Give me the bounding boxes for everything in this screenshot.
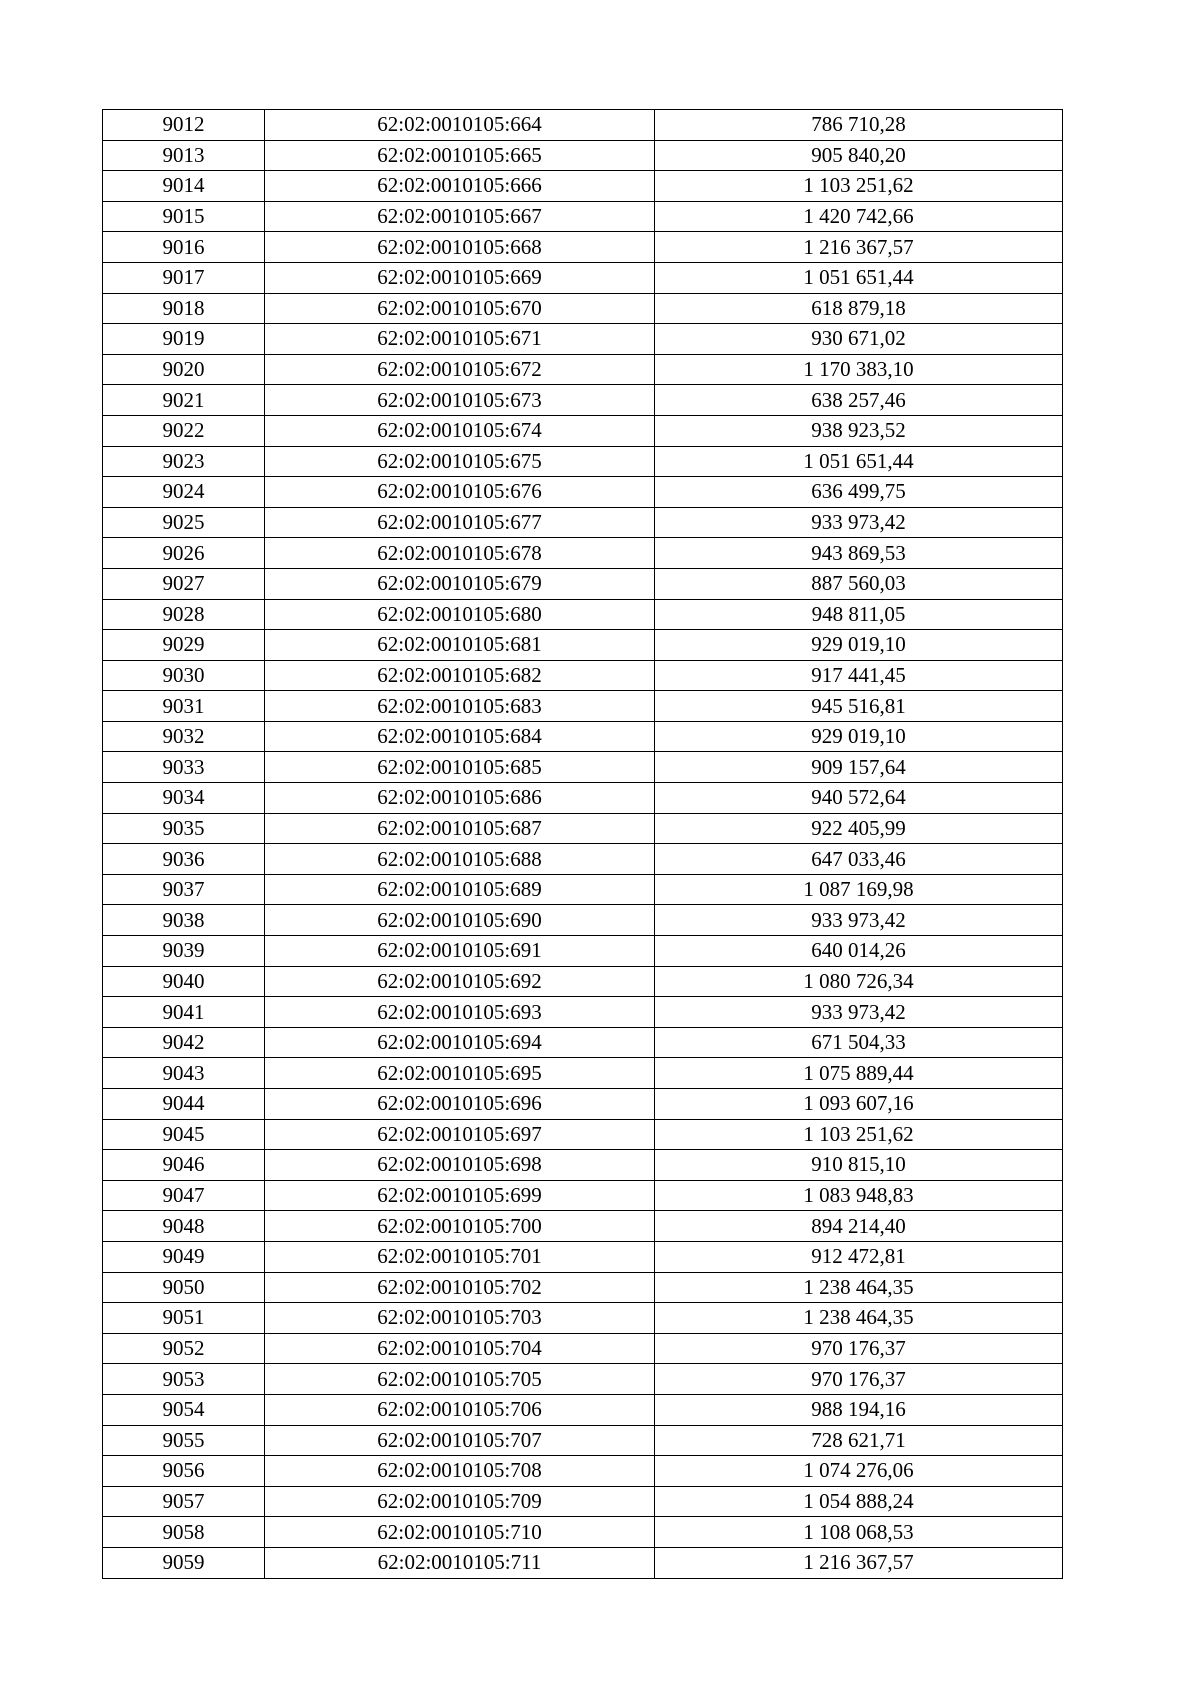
table-row: [103, 905, 1063, 936]
cadastral-number-cell: 62:02:0010105:664: [265, 110, 655, 141]
cadastral-number-cell: 62:02:0010105:681: [265, 630, 655, 661]
row-number-cell: 9047: [103, 1180, 265, 1211]
cadastral-value-cell: 1 054 888,24: [655, 1486, 1063, 1517]
cadastral-value-cell: 1 216 367,57: [655, 232, 1063, 263]
row-number-cell: 9031: [103, 691, 265, 722]
table-row: [103, 1027, 1063, 1058]
cadastral-number-cell: 62:02:0010105:703: [265, 1303, 655, 1334]
row-number-cell: 9018: [103, 293, 265, 324]
cadastral-value-cell: 1 080 726,34: [655, 966, 1063, 997]
row-number-cell: 9058: [103, 1517, 265, 1548]
cadastral-value-cell: 940 572,64: [655, 783, 1063, 814]
cadastral-number-cell: 62:02:0010105:709: [265, 1486, 655, 1517]
table-row: [103, 936, 1063, 967]
cadastral-number-cell: 62:02:0010105:690: [265, 905, 655, 936]
cadastral-value-cell: 905 840,20: [655, 140, 1063, 171]
table-row: [103, 1089, 1063, 1120]
row-number-cell: 9039: [103, 936, 265, 967]
row-number-cell: 9020: [103, 354, 265, 385]
table-row: [103, 446, 1063, 477]
row-number-cell: 9043: [103, 1058, 265, 1089]
cadastral-number-cell: 62:02:0010105:711: [265, 1547, 655, 1578]
row-number-cell: 9045: [103, 1119, 265, 1150]
cadastral-value-cell: 988 194,16: [655, 1394, 1063, 1425]
row-number-cell: 9026: [103, 538, 265, 569]
cadastral-number-cell: 62:02:0010105:698: [265, 1150, 655, 1181]
table-row: [103, 874, 1063, 905]
cadastral-number-cell: 62:02:0010105:677: [265, 507, 655, 538]
row-number-cell: 9022: [103, 415, 265, 446]
cadastral-value-cell: 948 811,05: [655, 599, 1063, 630]
cadastral-value-cell: 618 879,18: [655, 293, 1063, 324]
table-row: [103, 385, 1063, 416]
row-number-cell: 9046: [103, 1150, 265, 1181]
cadastral-value-cell: 910 815,10: [655, 1150, 1063, 1181]
cadastral-value-cell: 970 176,37: [655, 1333, 1063, 1364]
table-row: [103, 354, 1063, 385]
row-number-cell: 9035: [103, 813, 265, 844]
row-number-cell: 9050: [103, 1272, 265, 1303]
row-number-cell: 9055: [103, 1425, 265, 1456]
table-row: [103, 1241, 1063, 1272]
cadastral-number-cell: 62:02:0010105:696: [265, 1089, 655, 1120]
cadastral-value-cell: 1 103 251,62: [655, 1119, 1063, 1150]
cadastral-number-cell: 62:02:0010105:665: [265, 140, 655, 171]
row-number-cell: 9040: [103, 966, 265, 997]
cadastral-number-cell: 62:02:0010105:686: [265, 783, 655, 814]
row-number-cell: 9036: [103, 844, 265, 875]
cadastral-value-cell: 1 087 169,98: [655, 874, 1063, 905]
table-row: [103, 660, 1063, 691]
table-row: [103, 1333, 1063, 1364]
cadastral-value-cell: 640 014,26: [655, 936, 1063, 967]
table-row: [103, 966, 1063, 997]
cadastral-value-cell: 933 973,42: [655, 905, 1063, 936]
cadastral-number-cell: 62:02:0010105:670: [265, 293, 655, 324]
row-number-cell: 9042: [103, 1027, 265, 1058]
row-number-cell: 9016: [103, 232, 265, 263]
cadastral-number-cell: 62:02:0010105:671: [265, 324, 655, 355]
cadastral-number-cell: 62:02:0010105:700: [265, 1211, 655, 1242]
row-number-cell: 9049: [103, 1241, 265, 1272]
row-number-cell: 9044: [103, 1089, 265, 1120]
cadastral-number-cell: 62:02:0010105:678: [265, 538, 655, 569]
cadastral-value-cell: 1 216 367,57: [655, 1547, 1063, 1578]
cadastral-number-cell: 62:02:0010105:684: [265, 721, 655, 752]
row-number-cell: 9023: [103, 446, 265, 477]
table-row: [103, 691, 1063, 722]
table-row: [103, 415, 1063, 446]
cadastral-value-cell: 1 420 742,66: [655, 201, 1063, 232]
table-row: [103, 1180, 1063, 1211]
cadastral-number-cell: 62:02:0010105:704: [265, 1333, 655, 1364]
cadastral-value-cell: 912 472,81: [655, 1241, 1063, 1272]
cadastral-number-cell: 62:02:0010105:688: [265, 844, 655, 875]
cadastral-value-cell: 1 093 607,16: [655, 1089, 1063, 1120]
cadastral-value-cell: 786 710,28: [655, 110, 1063, 141]
cadastral-number-cell: 62:02:0010105:675: [265, 446, 655, 477]
row-number-cell: 9033: [103, 752, 265, 783]
row-number-cell: 9030: [103, 660, 265, 691]
table-row: [103, 538, 1063, 569]
row-number-cell: 9028: [103, 599, 265, 630]
table-row: [103, 568, 1063, 599]
row-number-cell: 9024: [103, 477, 265, 508]
cadastral-number-cell: 62:02:0010105:702: [265, 1272, 655, 1303]
cadastral-value-cell: 1 238 464,35: [655, 1303, 1063, 1334]
table-row: [103, 1119, 1063, 1150]
cadastral-value-cell: 1 238 464,35: [655, 1272, 1063, 1303]
cadastral-value-cell: 929 019,10: [655, 630, 1063, 661]
row-number-cell: 9054: [103, 1394, 265, 1425]
cadastral-number-cell: 62:02:0010105:683: [265, 691, 655, 722]
table-row: [103, 232, 1063, 263]
table-row: [103, 1150, 1063, 1181]
cadastral-number-cell: 62:02:0010105:710: [265, 1517, 655, 1548]
cadastral-value-cell: 1 074 276,06: [655, 1456, 1063, 1487]
cadastral-number-cell: 62:02:0010105:705: [265, 1364, 655, 1395]
cadastral-value-cell: 887 560,03: [655, 568, 1063, 599]
table-body: [103, 110, 1063, 1579]
cadastral-value-cell: 1 103 251,62: [655, 171, 1063, 202]
table-row: [103, 1547, 1063, 1578]
cadastral-number-cell: 62:02:0010105:685: [265, 752, 655, 783]
cadastral-number-cell: 62:02:0010105:693: [265, 997, 655, 1028]
cadastral-number-cell: 62:02:0010105:706: [265, 1394, 655, 1425]
cadastral-number-cell: 62:02:0010105:679: [265, 568, 655, 599]
table-row: [103, 1394, 1063, 1425]
cadastral-number-cell: 62:02:0010105:687: [265, 813, 655, 844]
cadastral-value-cell: 1 083 948,83: [655, 1180, 1063, 1211]
table-row: [103, 783, 1063, 814]
row-number-cell: 9052: [103, 1333, 265, 1364]
cadastral-value-cell: 1 051 651,44: [655, 262, 1063, 293]
table-row: [103, 721, 1063, 752]
cadastral-number-cell: 62:02:0010105:682: [265, 660, 655, 691]
table-row: [103, 140, 1063, 171]
cadastral-value-cell: 938 923,52: [655, 415, 1063, 446]
cadastral-number-cell: 62:02:0010105:699: [265, 1180, 655, 1211]
row-number-cell: 9015: [103, 201, 265, 232]
cadastral-number-cell: 62:02:0010105:667: [265, 201, 655, 232]
row-number-cell: 9012: [103, 110, 265, 141]
cadastral-number-cell: 62:02:0010105:692: [265, 966, 655, 997]
cadastral-number-cell: 62:02:0010105:666: [265, 171, 655, 202]
cadastral-number-cell: 62:02:0010105:707: [265, 1425, 655, 1456]
table-row: [103, 110, 1063, 141]
cadastral-number-cell: 62:02:0010105:680: [265, 599, 655, 630]
cadastral-value-cell: 1 170 383,10: [655, 354, 1063, 385]
table-row: [103, 1456, 1063, 1487]
table-row: [103, 1425, 1063, 1456]
cadastral-value-table: [102, 109, 1063, 1579]
table-row: [103, 507, 1063, 538]
cadastral-value-cell: 894 214,40: [655, 1211, 1063, 1242]
cadastral-value-cell: 933 973,42: [655, 507, 1063, 538]
table-row: [103, 997, 1063, 1028]
row-number-cell: 9025: [103, 507, 265, 538]
row-number-cell: 9032: [103, 721, 265, 752]
cadastral-number-cell: 62:02:0010105:668: [265, 232, 655, 263]
cadastral-value-cell: 1 108 068,53: [655, 1517, 1063, 1548]
cadastral-value-cell: 943 869,53: [655, 538, 1063, 569]
cadastral-value-cell: 647 033,46: [655, 844, 1063, 875]
cadastral-number-cell: 62:02:0010105:708: [265, 1456, 655, 1487]
cadastral-number-cell: 62:02:0010105:689: [265, 874, 655, 905]
table-row: [103, 1364, 1063, 1395]
row-number-cell: 9041: [103, 997, 265, 1028]
table-row: [103, 1211, 1063, 1242]
cadastral-number-cell: 62:02:0010105:701: [265, 1241, 655, 1272]
cadastral-number-cell: 62:02:0010105:674: [265, 415, 655, 446]
cadastral-value-cell: 945 516,81: [655, 691, 1063, 722]
cadastral-number-cell: 62:02:0010105:672: [265, 354, 655, 385]
cadastral-value-cell: 636 499,75: [655, 477, 1063, 508]
row-number-cell: 9029: [103, 630, 265, 661]
row-number-cell: 9057: [103, 1486, 265, 1517]
cadastral-number-cell: 62:02:0010105:673: [265, 385, 655, 416]
table-row: [103, 630, 1063, 661]
cadastral-value-cell: 728 621,71: [655, 1425, 1063, 1456]
table-row: [103, 1517, 1063, 1548]
table-row: [103, 171, 1063, 202]
cadastral-value-cell: 929 019,10: [655, 721, 1063, 752]
row-number-cell: 9027: [103, 568, 265, 599]
row-number-cell: 9038: [103, 905, 265, 936]
cadastral-number-cell: 62:02:0010105:676: [265, 477, 655, 508]
cadastral-value-cell: 933 973,42: [655, 997, 1063, 1028]
cadastral-value-cell: 922 405,99: [655, 813, 1063, 844]
cadastral-value-cell: 1 051 651,44: [655, 446, 1063, 477]
table-row: [103, 844, 1063, 875]
cadastral-number-cell: 62:02:0010105:691: [265, 936, 655, 967]
cadastral-number-cell: 62:02:0010105:694: [265, 1027, 655, 1058]
row-number-cell: 9034: [103, 783, 265, 814]
cadastral-value-cell: 1 075 889,44: [655, 1058, 1063, 1089]
table-row: [103, 293, 1063, 324]
cadastral-number-cell: 62:02:0010105:695: [265, 1058, 655, 1089]
table-row: [103, 752, 1063, 783]
table-row: [103, 1058, 1063, 1089]
cadastral-number-cell: 62:02:0010105:697: [265, 1119, 655, 1150]
row-number-cell: 9059: [103, 1547, 265, 1578]
cadastral-value-cell: 638 257,46: [655, 385, 1063, 416]
row-number-cell: 9017: [103, 262, 265, 293]
table-row: [103, 1303, 1063, 1334]
row-number-cell: 9021: [103, 385, 265, 416]
cadastral-value-cell: 909 157,64: [655, 752, 1063, 783]
row-number-cell: 9053: [103, 1364, 265, 1395]
table-row: [103, 477, 1063, 508]
row-number-cell: 9014: [103, 171, 265, 202]
table-row: [103, 324, 1063, 355]
cadastral-value-cell: 671 504,33: [655, 1027, 1063, 1058]
table-row: [103, 201, 1063, 232]
cadastral-value-cell: 970 176,37: [655, 1364, 1063, 1395]
row-number-cell: 9048: [103, 1211, 265, 1242]
row-number-cell: 9019: [103, 324, 265, 355]
row-number-cell: 9051: [103, 1303, 265, 1334]
cadastral-value-cell: 917 441,45: [655, 660, 1063, 691]
table-row: [103, 599, 1063, 630]
table-row: [103, 813, 1063, 844]
row-number-cell: 9056: [103, 1456, 265, 1487]
cadastral-value-cell: 930 671,02: [655, 324, 1063, 355]
row-number-cell: 9013: [103, 140, 265, 171]
table-row: [103, 1272, 1063, 1303]
cadastral-number-cell: 62:02:0010105:669: [265, 262, 655, 293]
table-row: [103, 1486, 1063, 1517]
row-number-cell: 9037: [103, 874, 265, 905]
table-row: [103, 262, 1063, 293]
